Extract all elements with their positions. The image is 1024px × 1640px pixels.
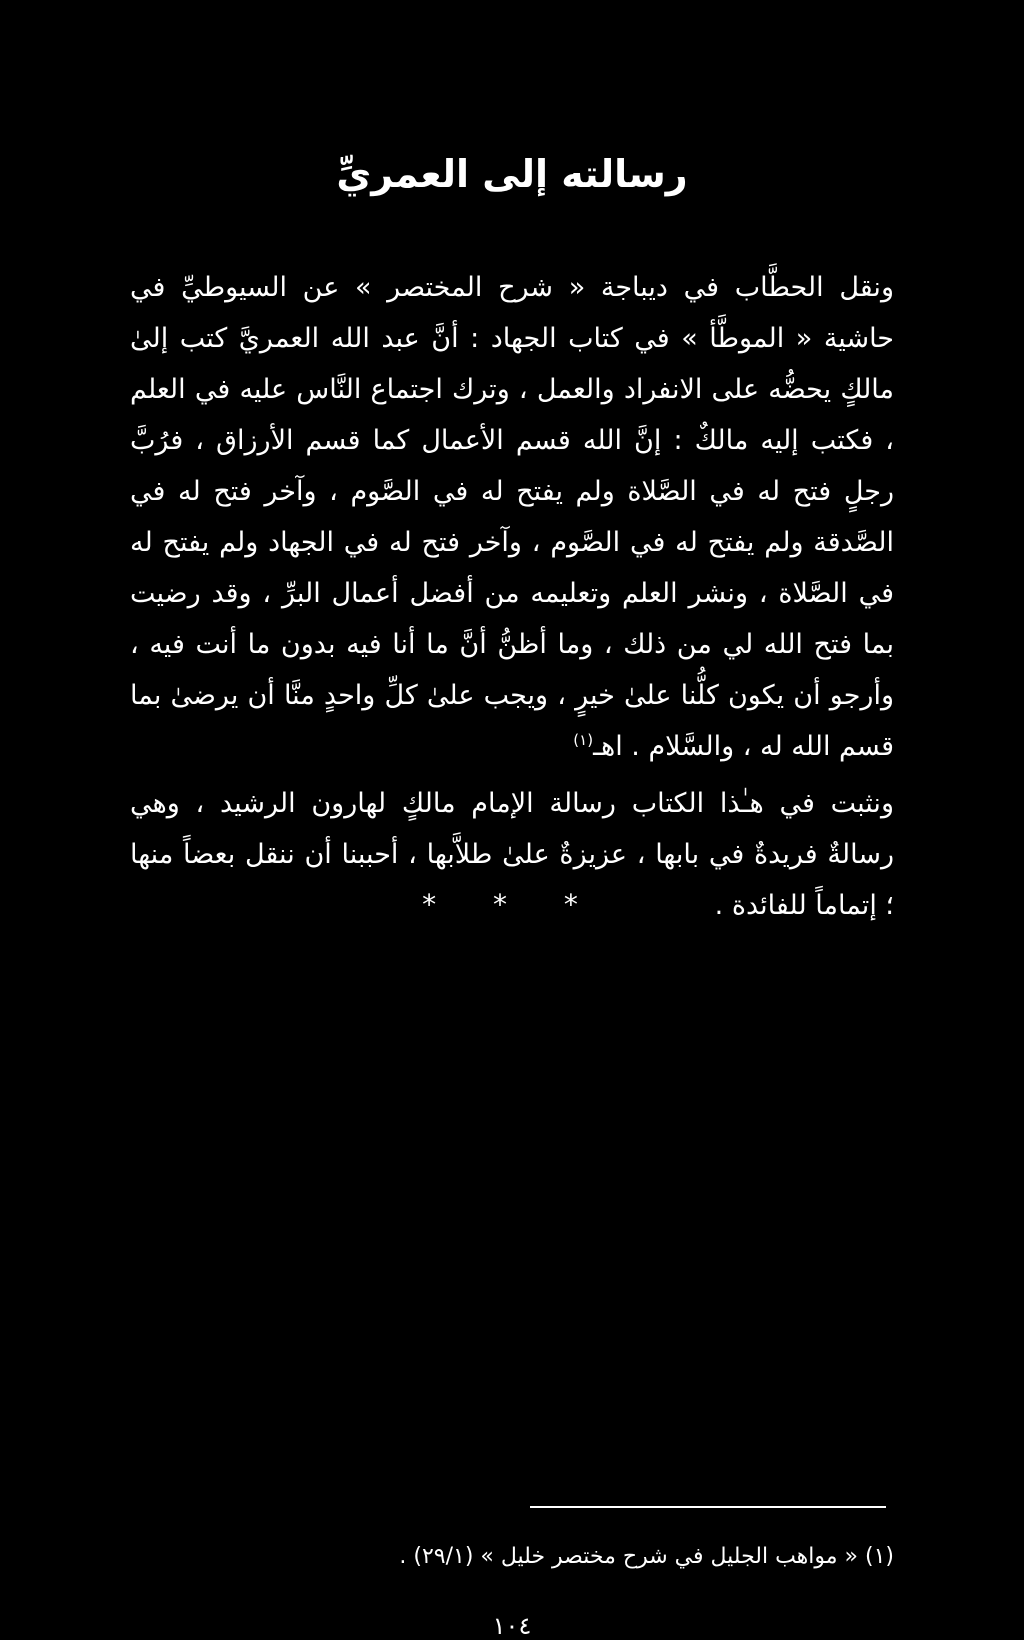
body-text [130,262,894,931]
footnote-divider [530,1506,886,1508]
paragraph-1-text: ونقل الحطَّاب في ديباجة « شرح المختصر » عن السيوطيِّ في حاشية « الموطَّأ » في كتاب الجهاد : أنَّ عبد الله العمريَّ كتب إلىٰ مالكٍ يحضُّه على الانفراد والعمل ، وترك اجتماع النَّاس عليه في العلم ، فكتب إليه مالكٌ : إنَّ الله قسم الأعمال كما قسم الأرزاق ، فرُبَّ رجلٍ فتح له في الصَّلاة ولم يفتح له في الصَّوم ، وآخر فتح له في الصَّدقة ولم يفتح له في الصَّوم ، وآخر فتح له في الجهاد ولم يفتح له في الصَّلاة ، ونشر العلم وتعليمه من أفضل أعمال البرِّ ، وقد رضيت بما فتح الله لي من ذلك ، وما أظنُّ أنَّ ما أنا فيه بدون ما أنت فيه ، وأرجو أن يكون كلُّنا علىٰ خيرٍ ، ويجب علىٰ كلِّ واحدٍ منَّا أن يرضىٰ بما قسم الله له ، والسَّلام . اهـ [130,272,894,762]
page-number: ١٠٤ [492,1612,532,1640]
section-separator: * * * [422,888,602,921]
footnote: (١) « مواهب الجليل في شرح مختصر خليل » (٢٩/١) . [399,1544,894,1569]
footnote-marker[interactable]: (١) [573,731,594,749]
paragraph-2: ونثبت في هـٰذا الكتاب رسالة الإمام مالكٍ لهارون الرشيد ، وهي رسالةٌ فريدةٌ في بابها ، عزيزةٌ علىٰ طلاَّبها ، أحببنا أن ننقل بعضاً منها ؛ إتماماً للفائدة . [130,788,894,921]
chapter-title: رسالته إلى العمريِّ [336,152,688,196]
paragraph-1 [130,262,894,772]
